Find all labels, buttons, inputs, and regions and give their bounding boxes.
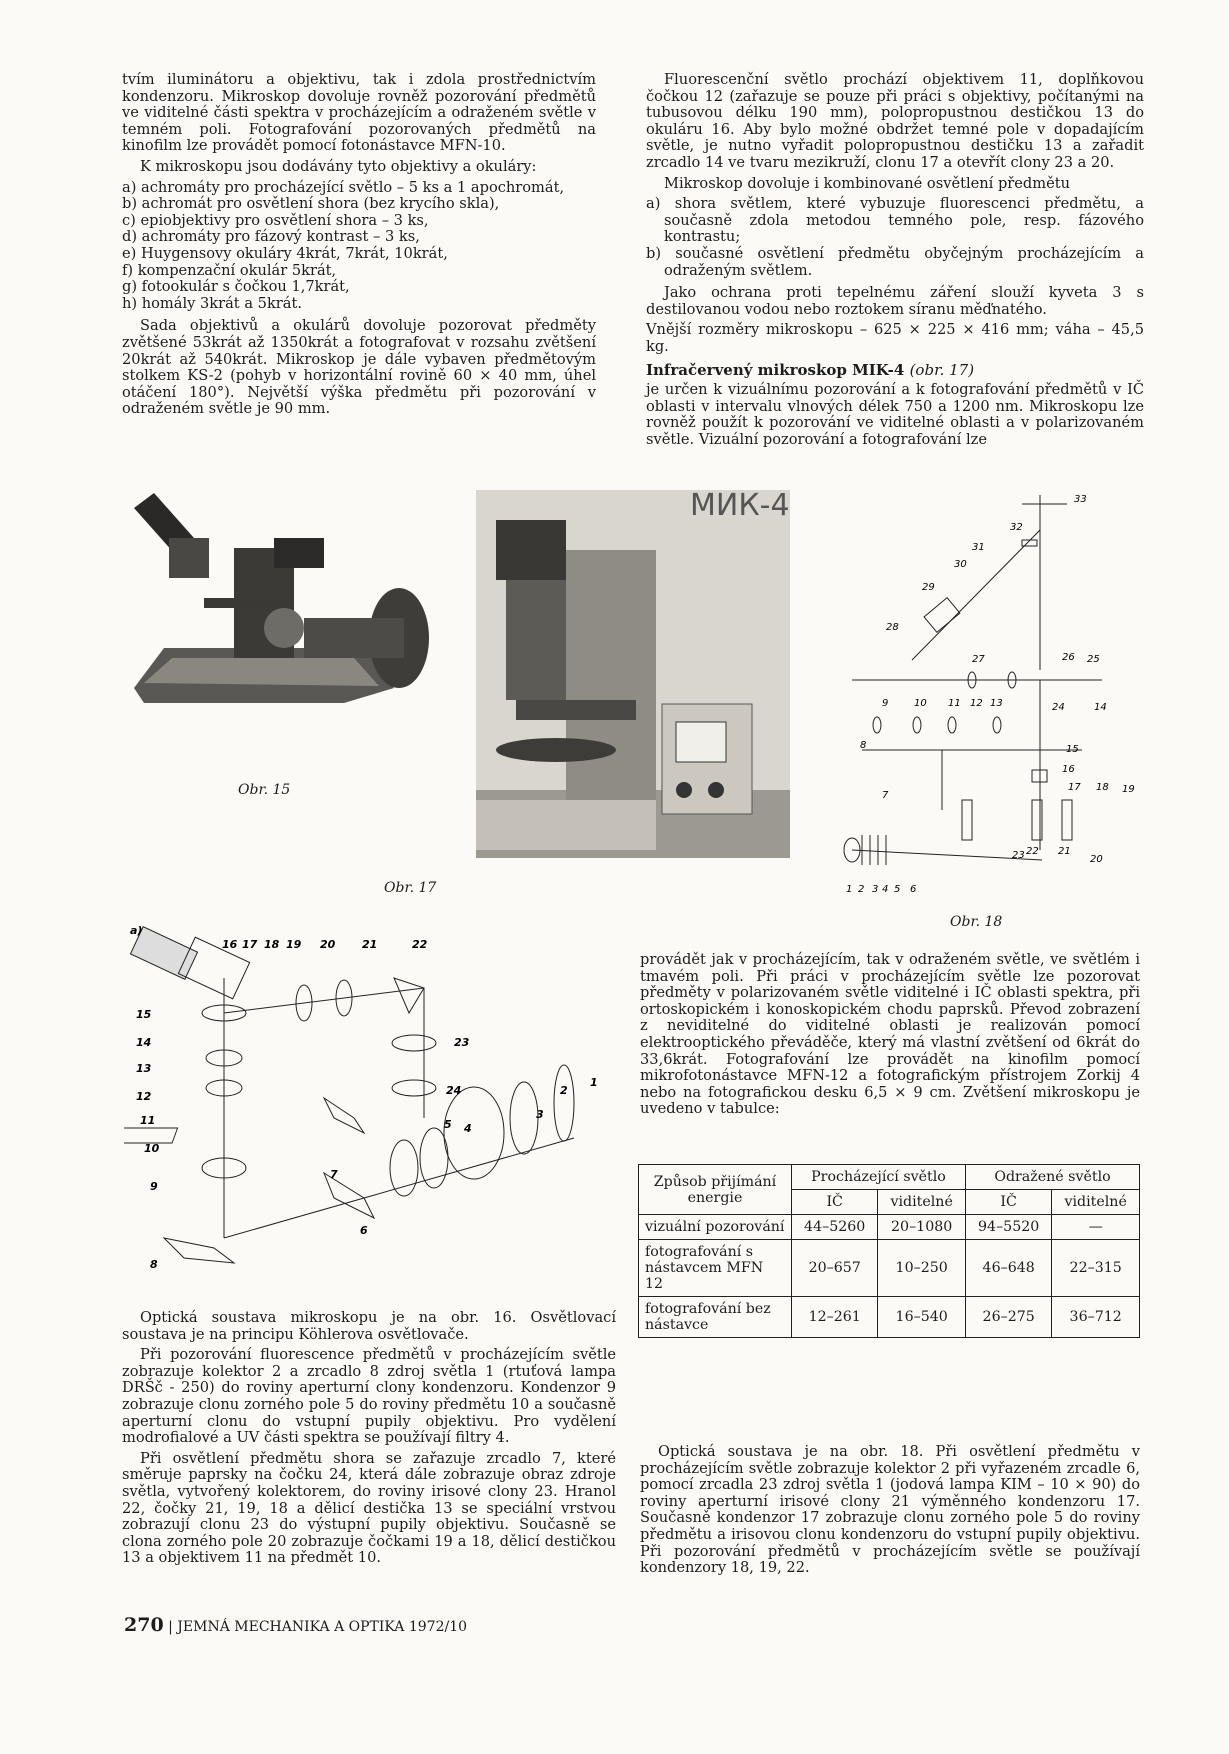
paragraph: Fluorescenční světlo prochází objektivem 11, doplňkovou čočkou 12 (zařazuje se pouze při práci s objektivy, počítanými na tubusovou délku 190 mm), polopropustnou destičkou 13 do okuláru 16. Aby bylo možné obdržet temné pole v dopadajícím světle, je nutno vyřadit polopropustnou destičku 13 a zařadit zrcadlo 14 ve tvaru mezikruží, clonu 17 a otevřít clony 23 a 20. xyxy=(646,71,1144,171)
fig16-label-15: 15 xyxy=(136,1008,152,1021)
table-row: fotografování bez nástavce 12–261 16–540 26–275 36–712 xyxy=(639,1297,1140,1338)
fig16-label-5: 5 xyxy=(444,1118,452,1131)
fig18-label-3: 3 xyxy=(872,884,879,895)
objective-list xyxy=(122,180,596,313)
paragraph: tvím iluminátoru a objektivu, tak i zdola prostřednictvím kondenzoru. Mikroskop dovoluje rovněž pozorování předmětů ve viditelné části spektra v procházejícím a odraženém světle v temném poli. Fotografování pozorovaných předmětů na kinofilm lze provádět pomocí fotonástavce MFN-10. xyxy=(122,71,596,155)
mik4-label: МИК-4 xyxy=(690,488,790,523)
fig18-label-2: 2 xyxy=(858,884,865,895)
fig16-label-23: 23 xyxy=(454,1036,470,1049)
fig18-label-11: 11 xyxy=(948,698,961,709)
table-header-method: Způsob přijímání energie xyxy=(639,1165,792,1215)
paragraph: Mikroskop dovoluje i kombinované osvětlení předmětu xyxy=(664,174,1070,192)
table-header-reflected: Odražené světlo xyxy=(965,1165,1139,1190)
fig16-label-19: 19 xyxy=(286,938,302,951)
paragraph: Vnější rozměry mikroskopu – 625 × 225 × 416 mm; váha – 45,5 kg. xyxy=(646,321,1144,355)
figure-15-caption: Obr. 15 xyxy=(238,782,291,798)
left-top-column xyxy=(122,72,596,422)
fig16-label-14: 14 xyxy=(136,1036,152,1049)
fig18-label-17: 17 xyxy=(1068,782,1081,793)
fig16-label-10: 10 xyxy=(144,1142,160,1155)
illumination-list xyxy=(646,196,1144,279)
journal-name: JEMNÁ MECHANIKA A OPTIKA 1972/10 xyxy=(177,1619,468,1635)
table-subheader: IČ xyxy=(792,1190,878,1215)
fig16-label-8: 8 xyxy=(150,1258,158,1271)
paragraph: je určen k vizuálnímu pozorování a k fotografování předmětů v IČ oblasti v intervalu vlnových délek 750 a 1200 nm. Mikroskopu lze rovněž použít k pozorování ve viditelné oblasti a v polarizovaném světle. Vizuální pozorování a fotografování lze xyxy=(646,381,1144,448)
fig18-label-31: 31 xyxy=(972,542,985,553)
table-row: fotografování s nástavcem MFN 12 20–657 10–250 46–648 22–315 xyxy=(639,1240,1140,1297)
fig18-label-15: 15 xyxy=(1066,744,1079,755)
page-footer xyxy=(124,1614,467,1636)
fig18-label-7: 7 xyxy=(882,790,889,801)
paragraph: Při pozorování fluorescence předmětů v procházejícím světle zobrazuje kolektor 2 a zrcadlo 8 zdroj světla 1 (rtuťová lampa DRŠč - 250) do roviny aperturní clony kondenzoru. Kondenzor 9 zobrazuje clonu zorného pole 5 do roviny předmětu 10 a současně aperturní clonu do vstupní pupily objektivu. Pro vydělení modrofialové a UV části spektra se používají filtry 4. xyxy=(122,1346,616,1447)
list-item: h) homály 3krát a 5krát. xyxy=(122,294,302,312)
paragraph: provádět jak v procházejícím, tak v odraženém světle, ve světlém i tmavém poli. Při práci v procházejícím světle lze pozorovat předměty v polarizovaném světle viditelné i IČ oblasti spektra, při ortoskopickém i konoskopickém chodu paprsků. Převod zobrazení z neviditelné do viditelné oblasti je realizován pomocí elektrooptického převáděče, který má vlastní zvětšení od 6krát do 33,6krát. Fotografování lze provádět na kinofilm pomocí mikrofotonástavce MFN-12 a fotografickým přístrojem Zorkij 4 nebo na fotografickou desku 6,5 × 9 cm. Zvětšení mikroskopu je uvedeno v tabulce: xyxy=(640,951,1140,1118)
fig16-label-7: 7 xyxy=(330,1168,338,1181)
fig18-label-4: 4 xyxy=(882,884,889,895)
fig18-label-18: 18 xyxy=(1096,782,1109,793)
paragraph: Sada objektivů a okulárů dovoluje pozorovat předměty zvětšené 53krát až 1350krát a fotografovat v rozsahu zvětšení 20krát až 540krát. Mikroskop je dále vybaven předmětovým stolkem KS-2 (pohyb v horizontální rovině 60 × 40 mm, úhel otáčení 180°). Největší výška předmětu při pozorování v odraženém světle je 90 mm. xyxy=(122,317,596,418)
table-header-transmitted: Procházející světlo xyxy=(792,1165,966,1190)
fig16-label-2: 2 xyxy=(560,1084,568,1097)
fig16-label-11: 11 xyxy=(140,1114,156,1127)
fig18-label-30: 30 xyxy=(954,559,967,570)
list-item: b) současné osvětlení předmětu obyčejným procházejícím a odraženým světlem. xyxy=(646,244,1144,279)
fig16-label-3: 3 xyxy=(536,1108,544,1121)
table-subheader: viditelné xyxy=(1052,1190,1140,1215)
fig18-label-6: 6 xyxy=(910,884,917,895)
paragraph: Při osvětlení předmětu shora se zařazuje zrcadlo 7, které směruje paprsky na čočku 24, která dále zobrazuje obraz zdroje světla, vytvořený kolektorem, do roviny irisové clony 23. Hranol 22, čočky 21, 19, 18 a dělicí destička 13 se speciální vrstvou zobrazují clonu 23 do výstupní pupily objektivu. Současně se clona zorného pole 20 zobrazuje čočkami 19 a 18, dělicí destičkou 13 a objektivem 11 na předmět 10. xyxy=(122,1449,616,1567)
fig16-label-12: 12 xyxy=(136,1090,152,1103)
fig16-label-18: 18 xyxy=(264,938,280,951)
fig16-label-22: 22 xyxy=(412,938,428,951)
list-item: c) epiobjektivy pro osvětlení shora – 3 ks, xyxy=(122,211,429,229)
fig18-label-1: 1 xyxy=(846,884,853,895)
figure-16-diagram xyxy=(124,918,624,1288)
fig16-label-1: 1 xyxy=(590,1076,598,1089)
fig18-label-28: 28 xyxy=(886,622,899,633)
fig18-label-8: 8 xyxy=(860,740,867,751)
fig18-label-23: 23 xyxy=(1012,850,1025,861)
figure-17-caption: Obr. 17 xyxy=(384,880,437,896)
list-item: a) achromáty pro procházející světlo – 5 ks a 1 apochromát, xyxy=(122,178,565,196)
figure-17-photo xyxy=(476,490,790,858)
fig18-label-27: 27 xyxy=(972,654,985,665)
fig18-label-10: 10 xyxy=(914,698,927,709)
fig16-label-9: 9 xyxy=(150,1180,158,1193)
list-item: e) Huygensovy okuláry 4krát, 7krát, 10krát, xyxy=(122,244,448,262)
fig16-label-6: 6 xyxy=(360,1224,368,1237)
section-heading: Infračervený mikroskop MIK-4 (obr. 17) xyxy=(646,360,975,379)
list-item: d) achromáty pro fázový kontrast – 3 ks, xyxy=(122,228,420,246)
list-item: f) kompenzační okulár 5krát, xyxy=(122,261,337,279)
fig18-label-26: 26 xyxy=(1062,652,1075,663)
fig18-label-9: 9 xyxy=(882,698,889,709)
fig16-label-24: 24 xyxy=(446,1084,462,1097)
table-subheader: IČ xyxy=(965,1190,1051,1215)
fig18-label-20: 20 xyxy=(1090,854,1103,865)
fig18-label-24: 24 xyxy=(1052,702,1065,713)
fig16-label-17: 17 xyxy=(242,938,258,951)
list-item: a) shora světlem, které vybuzuje fluorescenci předmětu, a současně zdola metodou temného pole, resp. fázového kontrastu; xyxy=(646,195,1144,246)
fig16-label-13: 13 xyxy=(136,1062,152,1075)
right-top-column xyxy=(646,72,1144,452)
paragraph: Jako ochrana proti tepelnému záření slouží kyveta 3 s destilovanou vodou nebo roztokem síranu měďnatého. xyxy=(646,284,1144,318)
right-mid-column xyxy=(640,952,1140,1122)
fig18-label-14: 14 xyxy=(1094,702,1107,713)
paragraph: K mikroskopu jsou dodávány tyto objektivy a okuláry: xyxy=(140,157,537,175)
list-item: g) fotookulár s čočkou 1,7krát, xyxy=(122,278,350,296)
fig18-label-12: 12 xyxy=(970,698,983,709)
fig16-label-a: a) xyxy=(130,924,143,937)
list-item: b) achromát pro osvětlení shora (bez krycího skla), xyxy=(122,195,500,213)
table-row: vizuální pozorování 44–5260 20–1080 94–5520 — xyxy=(639,1215,1140,1240)
fig16-label-4: 4 xyxy=(464,1122,472,1135)
fig18-label-22: 22 xyxy=(1026,846,1039,857)
figure-18-caption: Obr. 18 xyxy=(950,914,1003,930)
right-bottom-column xyxy=(640,1444,1140,1581)
fig16-label-21: 21 xyxy=(362,938,378,951)
fig18-label-19: 19 xyxy=(1122,784,1135,795)
fig18-label-25: 25 xyxy=(1087,654,1100,665)
fig18-label-32: 32 xyxy=(1010,522,1023,533)
fig18-label-21: 21 xyxy=(1058,846,1071,857)
fig18-label-5: 5 xyxy=(894,884,901,895)
footer-divider: | xyxy=(168,1619,178,1635)
paragraph: Optická soustava je na obr. 18. Při osvětlení předmětu v procházejícím světle zobrazuje kolektor 2 při vyřazeném zrcadle 6, pomocí zrcadla 23 zdroj světla 1 (jodová lampa KIM – 10 × 90) do roviny aperturní irisové clony 21 výměnného kondenzoru 17. Současně kondenzor 17 zobrazuje clonu zorného pole 5 do roviny předmětu a irisovou clonu kondenzoru do vstupní pupily objektivu. Při pozorování předmětů v procházejícím světle se používají kondenzory 18, 19, 22. xyxy=(640,1443,1140,1577)
magnification-table xyxy=(638,1164,1140,1338)
page-number: 270 xyxy=(124,1614,164,1636)
figure-18-diagram xyxy=(822,490,1142,902)
fig16-label-20: 20 xyxy=(320,938,336,951)
left-bottom-column xyxy=(122,1310,616,1571)
fig18-label-13: 13 xyxy=(990,698,1003,709)
fig18-label-16: 16 xyxy=(1062,764,1075,775)
fig16-label-16: 16 xyxy=(222,938,238,951)
fig18-label-33: 33 xyxy=(1074,494,1087,505)
figure-15-photo xyxy=(124,488,436,720)
table-subheader: viditelné xyxy=(878,1190,966,1215)
fig18-label-29: 29 xyxy=(922,582,935,593)
paragraph: Optická soustava mikroskopu je na obr. 16. Osvětlovací soustava je na principu Köhlerova osvětlovače. xyxy=(122,1309,616,1343)
